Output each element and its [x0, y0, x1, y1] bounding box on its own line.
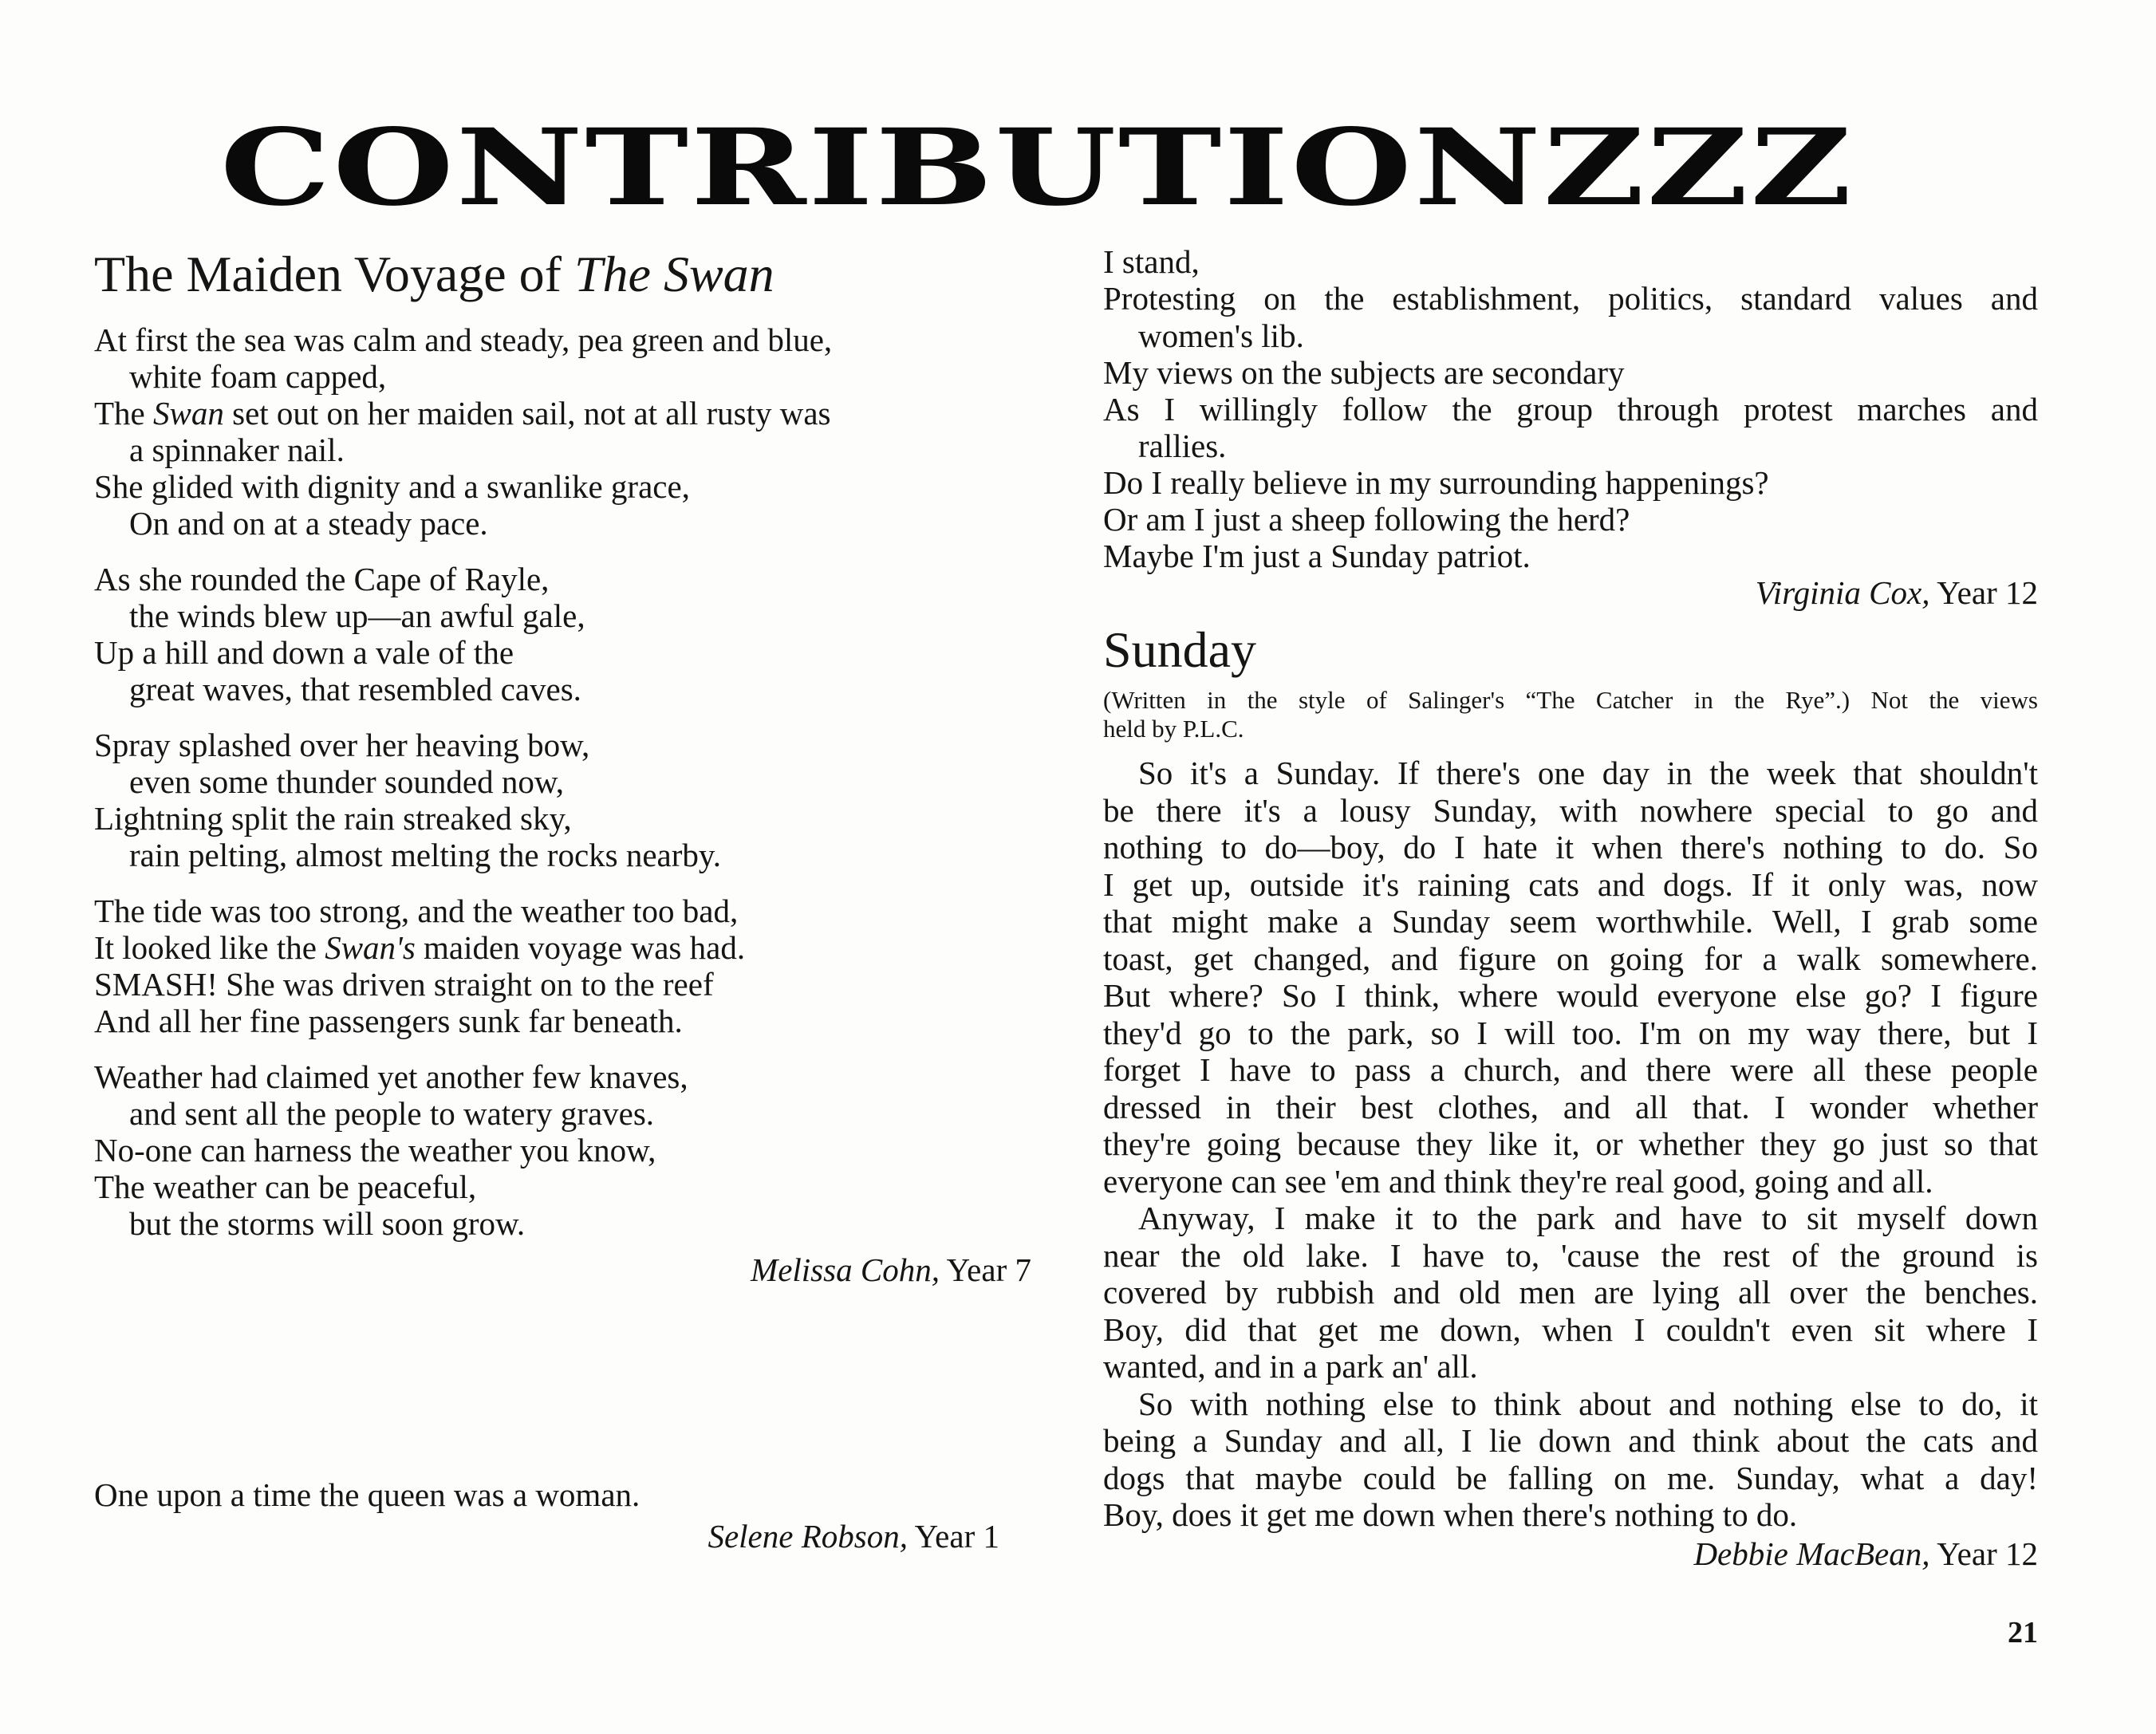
- essay-line: they'd go to the park, so I will too. I'm on my way there, but I: [1103, 1014, 2038, 1051]
- poem-line: SMASH! She was driven straight on to the reef: [94, 966, 714, 1003]
- poem-title-maiden-voyage: [94, 243, 1031, 305]
- essay-title-sunday: Sunday: [1103, 621, 1256, 678]
- left-column: [94, 243, 1031, 1555]
- essay-line: forget I have to pass a church, and there were all these people: [1103, 1051, 2038, 1088]
- poem-line: She glided with dignity and a swanlike grace,: [94, 468, 690, 505]
- byline-debbie-macbean: [1103, 1535, 2038, 1572]
- poem-line: even some thunder sounded now,: [129, 763, 565, 800]
- essay-line: Anyway, I make it to the park and have to sit myself down: [1138, 1200, 2038, 1236]
- poem-line: great waves, that resembled caves.: [129, 671, 581, 707]
- poem-line-part: maiden voyage was had.: [415, 929, 746, 966]
- right-column: [1103, 243, 2038, 1572]
- page-number: 21: [2008, 1616, 2038, 1649]
- note-line: (Written in the style of Salinger's “The Catcher in the Rye”.) Not the views: [1103, 686, 2038, 714]
- author-name: Debbie MacBean,: [1693, 1535, 1930, 1572]
- essay-line: But where? So I think, where would everyone else go? I figure: [1103, 977, 2038, 1014]
- poem-line-part: set out on her maiden sail, not at all rusty was: [223, 395, 831, 432]
- poem-line: rain pelting, almost melting the rocks nearby.: [129, 837, 721, 873]
- note-line: held by P.L.C.: [1103, 715, 1244, 743]
- poem-line: Do I really believe in my surrounding happenings?: [1103, 464, 1769, 501]
- poem-line: Maybe I'm just a Sunday patriot.: [1103, 538, 1531, 574]
- poem-line: And all her fine passengers sunk far beneath.: [94, 1003, 683, 1039]
- essay-line: So it's a Sunday. If there's one day in the week that shouldn't: [1138, 755, 2038, 791]
- essay-note: [1103, 686, 2038, 743]
- queen-line: One upon a time the queen was a woman.: [94, 1476, 640, 1513]
- poem-title-italic: The Swan: [573, 246, 775, 302]
- poem-line: Weather had claimed yet another few knaves,: [94, 1058, 688, 1095]
- poem-line: The weather can be peaceful,: [94, 1168, 477, 1205]
- poem-line: On and on at a steady pace.: [129, 505, 488, 542]
- poem-line: Up a hill and down a vale of the: [94, 634, 514, 671]
- poem-line: As she rounded the Cape of Rayle,: [94, 561, 550, 597]
- poem-line: white foam capped,: [129, 358, 387, 395]
- essay-line: they're going because they like it, or whether they go just so that: [1103, 1125, 2038, 1162]
- byline-melissa-cohn: [94, 1251, 1031, 1288]
- essay-line: everyone can see 'em and think they're real good, going and all.: [1103, 1162, 1933, 1200]
- author-name: Selene Robson,: [707, 1518, 908, 1555]
- poem-line: I stand,: [1103, 243, 1200, 280]
- poem-line: Spray splashed over her heaving bow,: [94, 727, 590, 763]
- poem-line-italic: Swan's: [325, 929, 416, 966]
- protest-poem: [1103, 243, 2038, 574]
- author-year: Year 12: [1929, 574, 2038, 611]
- essay-line: dogs that maybe could be falling on me. Sunday, what a day!: [1103, 1459, 2038, 1496]
- poem-line: rallies.: [1138, 428, 1227, 464]
- poem-line: The tide was too strong, and the weather too bad,: [94, 893, 739, 929]
- author-year: Year 1: [907, 1518, 999, 1555]
- author-year: Year 12: [1929, 1535, 2038, 1572]
- essay-line: covered by rubbish and old men are lying all over the benches.: [1103, 1274, 2038, 1310]
- author-year: Year 7: [939, 1251, 1031, 1288]
- poem-line-italic: Swan: [153, 395, 224, 432]
- masthead-title: CONTRIBUTIONZZZ: [219, 105, 1854, 230]
- poem-title-plain: The Maiden Voyage of: [94, 246, 574, 302]
- stanza-1: [94, 321, 1031, 542]
- poem-line: Protesting on the establishment, politics, standard values and: [1103, 280, 2038, 317]
- byline-virginia-cox: [1103, 574, 2038, 611]
- stanza-3: [94, 727, 1031, 873]
- essay-body: [1103, 755, 2038, 1534]
- poem-line: [94, 395, 1031, 432]
- poem-line: [94, 929, 1031, 966]
- poem-line: but the storms will soon grow.: [129, 1205, 526, 1242]
- stanza-4: [94, 893, 1031, 1039]
- poem-line: My views on the subjects are secondary: [1103, 353, 1625, 391]
- byline-selene-robson: [94, 1518, 1031, 1555]
- essay-line: nothing to do—boy, do I hate it when there's nothing to do. So: [1103, 829, 2038, 865]
- essay-line: Boy, did that get me down, when I couldn't even sit where I: [1103, 1310, 2038, 1348]
- poem-line: Or am I just a sheep following the herd?: [1103, 501, 1630, 538]
- poem-line: women's lib.: [1138, 317, 1304, 354]
- poem-line: a spinnaker nail.: [129, 432, 345, 468]
- essay-line: being a Sunday and all, I lie down and think about the cats and: [1103, 1422, 2038, 1459]
- poem-line: As I willingly follow the group through protest marches and: [1103, 390, 2038, 428]
- poem-line: At first the sea was calm and steady, pea green and blue,: [94, 321, 833, 358]
- essay-line: wanted, and in a park an' all.: [1103, 1348, 1478, 1385]
- poem-line-part: It looked like the: [94, 929, 325, 966]
- stanza-5: [94, 1058, 1031, 1242]
- essay-line: that might make a Sunday seem worthwhile. Well, I grab some: [1103, 903, 2038, 940]
- essay-line: be there it's a lousy Sunday, with nowhere special to go and: [1103, 791, 2038, 829]
- poem-line: the winds blew up—an awful gale,: [129, 597, 585, 634]
- poem-line: and sent all the people to watery graves.: [129, 1095, 655, 1132]
- author-name: Melissa Cohn,: [751, 1251, 940, 1288]
- poem-line: No-one can harness the weather you know,: [94, 1132, 656, 1168]
- essay-line: I get up, outside it's raining cats and dogs. If it only was, now: [1103, 865, 2038, 903]
- poem-line: Lightning split the rain streaked sky,: [94, 800, 572, 837]
- poem-line-part: The: [94, 395, 153, 432]
- essay-line: near the old lake. I have to, 'cause the rest of the ground is: [1103, 1236, 2038, 1274]
- essay-line: toast, get changed, and figure on going for a walk somewhere.: [1103, 940, 2038, 977]
- stanza-2: [94, 561, 1031, 707]
- author-name: Virginia Cox,: [1755, 574, 1930, 611]
- essay-line: Boy, does it get me down when there's nothing to do.: [1103, 1496, 1798, 1533]
- essay-line: So with nothing else to think about and nothing else to do, it: [1138, 1385, 2038, 1422]
- essay-line: dressed in their best clothes, and all that. I wonder whether: [1103, 1088, 2038, 1125]
